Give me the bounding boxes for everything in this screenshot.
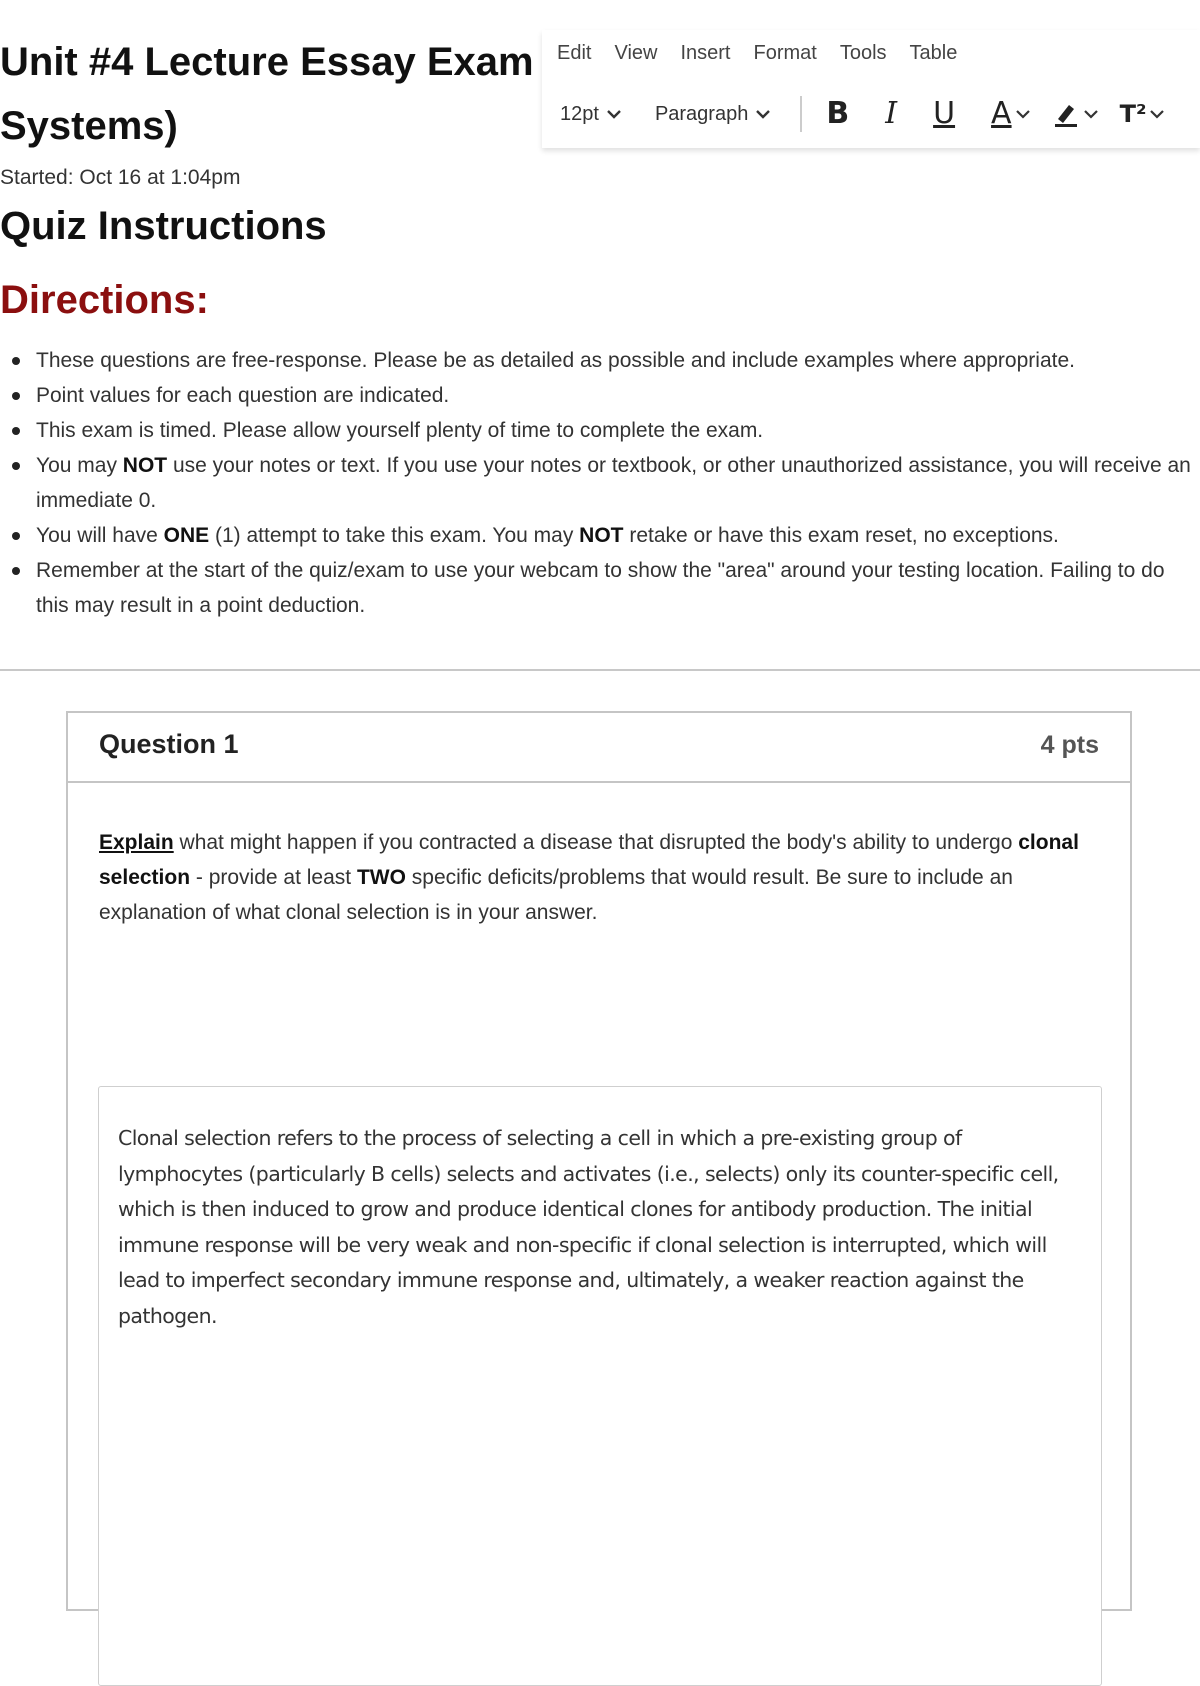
prompt-emphasis: TWO: [356, 866, 406, 889]
block-format-dropdown[interactable]: [655, 103, 770, 126]
directions-list-item: [0, 448, 1195, 518]
directions-emphasis: ONE: [163, 524, 210, 547]
started-timestamp: Started: Oct 16 at 1:04pm: [0, 166, 241, 189]
underline-button[interactable]: [933, 96, 956, 131]
question-title: Question 1: [99, 729, 239, 759]
directions-text: You will have: [36, 524, 164, 547]
directions-text: Point values for each question are indicated.: [36, 384, 450, 407]
directions-text: These questions are free-response. Please be as detailed as possible and include examples where appropriate.: [36, 349, 1075, 372]
chevron-down-icon: [1150, 109, 1164, 119]
chevron-down-icon: [1084, 109, 1098, 119]
directions-text: Remember at the start of the quiz/exam to use your webcam to show the "area" around your testing location. Failing to do this may result in a point deduction.: [36, 559, 1165, 617]
chevron-down-icon: [756, 109, 770, 119]
answer-editor[interactable]: [98, 1086, 1102, 1686]
superscript-icon: T²: [1119, 100, 1147, 128]
text-color-button[interactable]: [991, 96, 1030, 131]
highlight-color-button[interactable]: [1052, 100, 1098, 128]
directions-list-item: [0, 518, 1195, 553]
directions-list-item: [0, 553, 1195, 623]
question-card: [66, 711, 1132, 1611]
question-prompt: [99, 825, 1089, 930]
prompt-explain: Explain: [99, 831, 174, 854]
directions-text: This exam is timed. Please allow yourself plenty of time to complete the exam.: [36, 419, 764, 442]
highlighter-icon: [1052, 100, 1080, 128]
menu-format[interactable]: Format: [753, 42, 817, 64]
directions-list: [0, 343, 1195, 623]
bold-button[interactable]: [826, 96, 850, 131]
section-divider: [0, 669, 1200, 671]
menu-insert[interactable]: Insert: [680, 42, 731, 64]
answer-text[interactable]: Clonal selection refers to the process of selecting a cell in which a pre-existing group of lymphocytes (particularly B cells) selects and activates (i.e., selects) only its counter-specific cell, which is then induced to grow and produce identical clones for antibody production. The initial immune response will be very weak and non-specific if clonal selection is interrupted, which will lead to imperfect secondary immune response and, ultimately, a weaker reaction against the pathogen.: [118, 1126, 1059, 1328]
underline-icon: U: [933, 96, 956, 131]
directions-text: (1) attempt to take this exam. You may: [209, 524, 580, 547]
page-title-line-2: Systems): [0, 104, 178, 148]
prompt-text: - provide at least: [190, 866, 357, 889]
prompt-text: what might happen if you contracted a disease that disrupted the body's ability to undergo: [173, 831, 1019, 854]
superscript-button[interactable]: [1120, 99, 1165, 129]
editor-toolrow: [560, 96, 1186, 132]
bold-icon: B: [826, 96, 850, 131]
menu-view[interactable]: View: [614, 42, 658, 64]
editor-menubar: [557, 42, 957, 65]
page-title: [0, 30, 560, 158]
directions-emphasis: NOT: [122, 454, 168, 477]
prompt-emphasis: clonal selection: [99, 831, 1079, 889]
chevron-down-icon: [607, 109, 621, 119]
directions-text: retake or have this exam reset, no exceptions.: [623, 524, 1059, 547]
text-color-icon: A: [991, 96, 1012, 131]
block-format-value: Paragraph: [654, 102, 749, 125]
directions-list-item: [0, 378, 1195, 413]
rich-text-editor-toolbar: [542, 30, 1200, 148]
menu-edit[interactable]: Edit: [557, 42, 592, 64]
font-size-value: 12pt: [560, 102, 599, 125]
directions-emphasis: NOT: [579, 524, 624, 547]
directions-list-item: [0, 343, 1195, 378]
question-points: 4 pts: [1040, 731, 1099, 759]
toolbar-separator: [800, 96, 802, 132]
page-title-line-1: Unit #4 Lecture Essay Exam: [0, 40, 534, 84]
menu-tools[interactable]: Tools: [839, 42, 887, 64]
chevron-down-icon: [1016, 109, 1030, 119]
italic-icon: I: [885, 96, 898, 131]
font-size-dropdown[interactable]: [560, 103, 621, 126]
quiz-instructions-heading: Quiz Instructions: [0, 204, 327, 248]
directions-list-item: [0, 413, 1195, 448]
italic-button[interactable]: [885, 96, 898, 131]
menu-table[interactable]: Table: [909, 42, 958, 64]
directions-heading: Directions:: [0, 278, 209, 322]
question-header: [68, 713, 1130, 783]
directions-text: use your notes or text. If you use your notes or textbook, or other unauthorized assistance, you will receive an immediate 0.: [36, 454, 1191, 512]
prompt-text: specific deficits/problems that would result. Be sure to include an explanation of what clonal selection is in your answer.: [99, 866, 1013, 924]
directions-text: You may: [36, 454, 123, 477]
